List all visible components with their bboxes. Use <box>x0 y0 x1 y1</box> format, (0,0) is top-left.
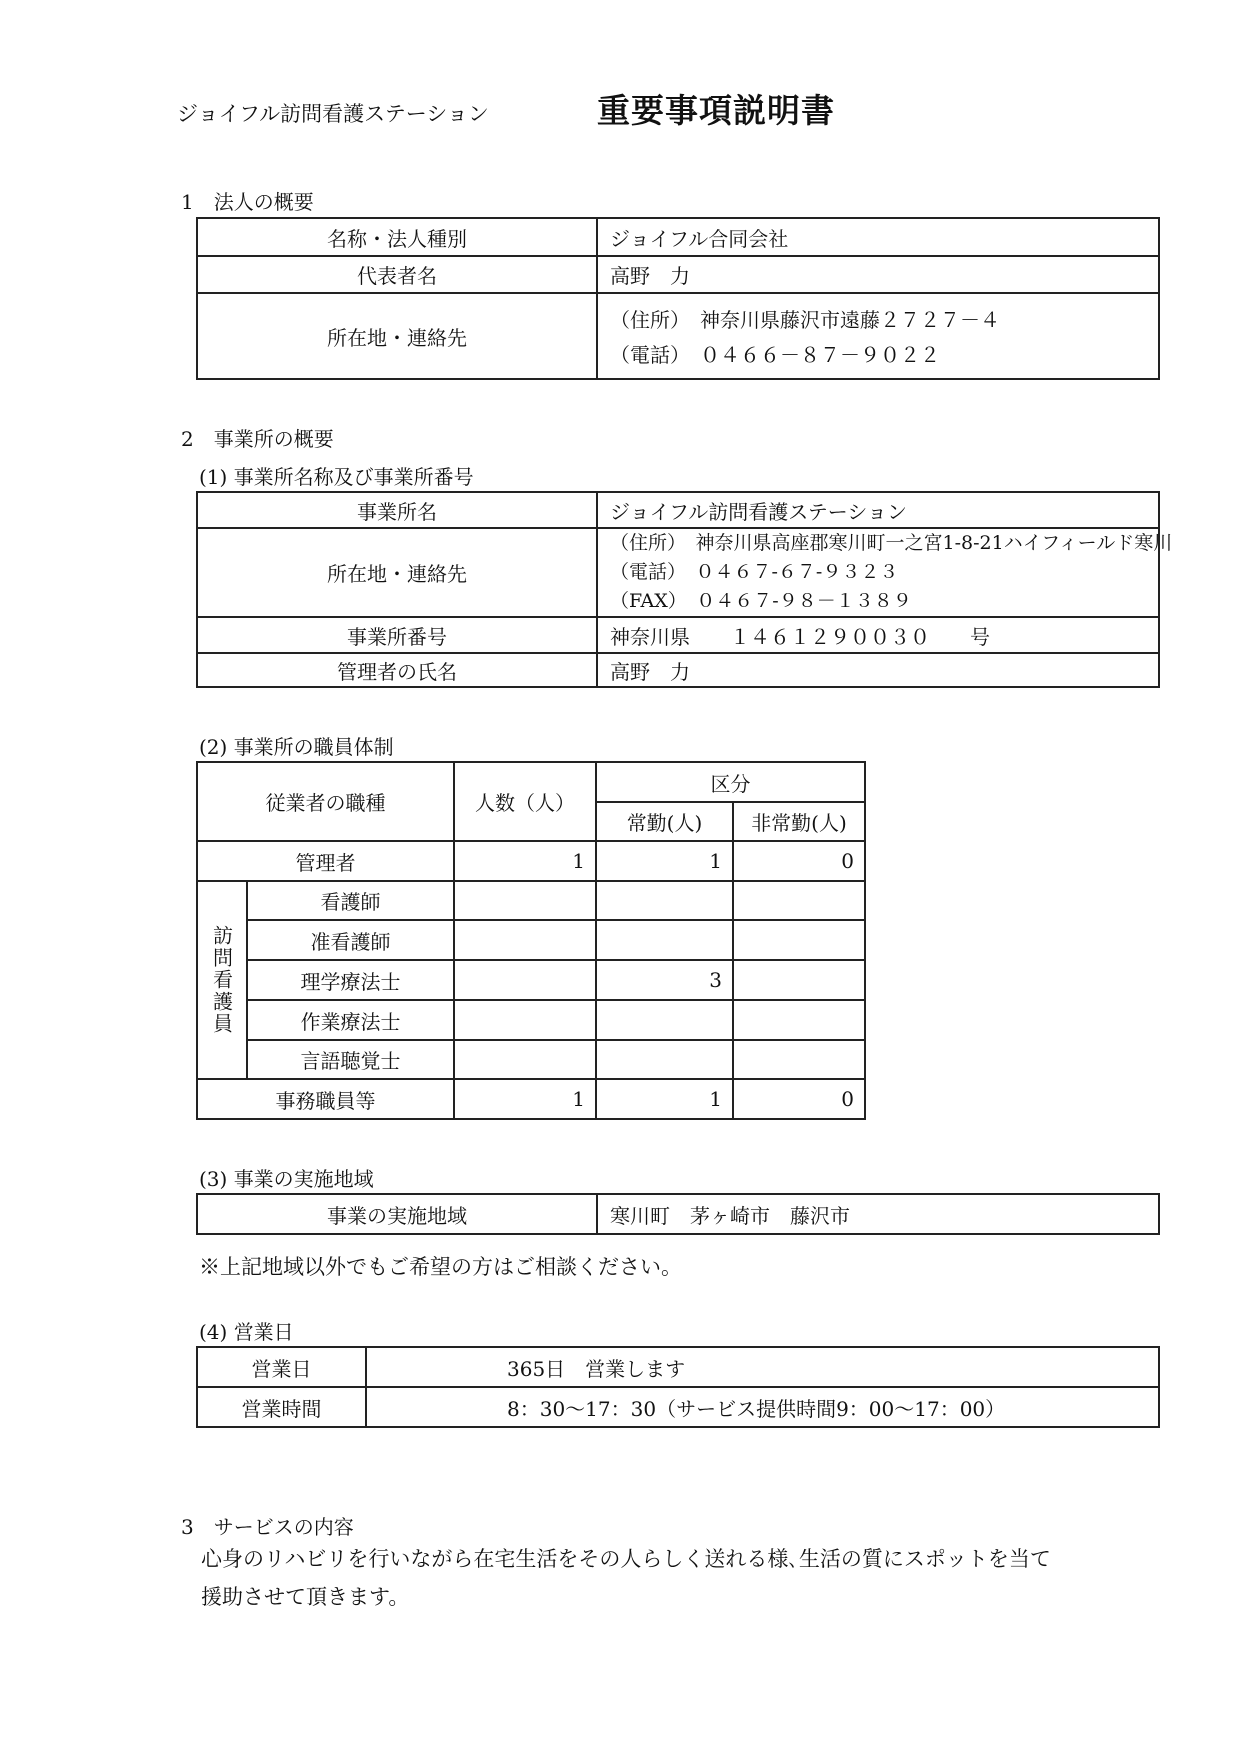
corporation-table <box>196 217 1160 380</box>
corp-location-label: 所在地・連絡先 <box>197 293 597 379</box>
parttime-cell: 0 <box>733 841 865 881</box>
job-cell: 言語聴覚士 <box>247 1040 454 1079</box>
organization-name: ジョイフル訪問看護ステーション <box>177 102 489 126</box>
business-days-label: 営業日 <box>197 1347 366 1387</box>
table-row <box>197 1079 865 1119</box>
job-cell: 理学療法士 <box>247 960 454 1000</box>
office-number-label: 事業所番号 <box>197 617 597 653</box>
service-area-value: 寒川町 茅ヶ崎市 藤沢市 <box>597 1194 1159 1234</box>
office-name-label: 事業所名 <box>197 492 597 528</box>
service-description-line: 援助させて頂きます。 <box>201 1585 410 1609</box>
staff-table <box>196 761 866 1120</box>
section1-heading: 1 法人の概要 <box>181 190 314 214</box>
count-cell <box>454 1000 596 1040</box>
visiting-nurse-group-label <box>197 881 247 1079</box>
col-category-header: 区分 <box>596 762 865 802</box>
table-row <box>197 1000 865 1040</box>
service-description-line: 心身のリハビリを行いながら在宅生活をその人らしく送れる様､生活の質にスポットを当て <box>201 1547 1051 1571</box>
section2-heading: 2 事業所の概要 <box>181 427 334 451</box>
corp-name-value: ジョイフル合同会社 <box>597 218 1159 256</box>
office-name-value: ジョイフル訪問看護ステーション <box>597 492 1159 528</box>
col-fulltime-header: 常勤(人) <box>596 802 733 841</box>
office-fax: （FAX） ０４６７-９８－１３８９ <box>610 590 912 612</box>
group-label-text: 訪問看護員 <box>209 925 234 1035</box>
parttime-cell <box>733 960 865 1000</box>
representative-label: 代表者名 <box>197 256 597 293</box>
business-hours-table <box>196 1346 1160 1428</box>
fulltime-cell: 1 <box>596 1079 733 1119</box>
parttime-cell: 0 <box>733 1079 865 1119</box>
business-days-value: 365日 営業します <box>366 1347 1159 1387</box>
office-location-label: 所在地・連絡先 <box>197 528 597 617</box>
office-table <box>196 491 1173 688</box>
job-cell: 作業療法士 <box>247 1000 454 1040</box>
document-title: 重要事項説明書 <box>597 91 835 130</box>
representative-value: 高野 力 <box>597 256 1159 293</box>
section3-heading: 3 サービスの内容 <box>181 1515 354 1539</box>
office-number-value: 神奈川県 １４６１２９００３０ 号 <box>597 617 1159 653</box>
count-cell: 1 <box>454 1079 596 1119</box>
count-cell <box>454 881 596 920</box>
job-cell: 管理者 <box>197 841 454 881</box>
table-row <box>197 960 865 1000</box>
service-area-note: ※上記地域以外でもご希望の方はご相談ください。 <box>199 1255 682 1279</box>
col-job-header: 従業者の職種 <box>197 762 454 841</box>
count-cell: 1 <box>454 841 596 881</box>
manager-name-label: 管理者の氏名 <box>197 653 597 687</box>
parttime-cell <box>733 920 865 960</box>
service-area-table <box>196 1193 1160 1235</box>
sub4-heading: (4) 営業日 <box>199 1320 294 1344</box>
table-row <box>197 920 865 960</box>
table-row <box>197 841 865 881</box>
parttime-cell <box>733 1000 865 1040</box>
office-phone: （電話） ０４６７-６７-９３２３ <box>610 561 899 583</box>
corp-address: （住所） 神奈川県藤沢市遠藤２７２７－４ <box>610 308 1000 332</box>
table-row <box>197 881 865 920</box>
manager-name-value: 高野 力 <box>597 653 1159 687</box>
parttime-cell <box>733 881 865 920</box>
job-cell: 看護師 <box>247 881 454 920</box>
fulltime-cell: 1 <box>596 841 733 881</box>
business-hours-label: 営業時間 <box>197 1387 366 1427</box>
job-cell: 事務職員等 <box>197 1079 454 1119</box>
fulltime-cell <box>596 1000 733 1040</box>
office-location-value <box>597 528 1173 617</box>
fulltime-cell <box>596 920 733 960</box>
count-cell <box>454 920 596 960</box>
parttime-cell <box>733 1040 865 1079</box>
count-cell <box>454 1040 596 1079</box>
office-address: （住所） 神奈川県高座郡寒川町一之宮1-8-21ハイフィールド寒川 <box>610 532 1173 554</box>
sub1-heading: (1) 事業所名称及び事業所番号 <box>199 465 474 489</box>
count-cell <box>454 960 596 1000</box>
sub3-heading: (3) 事業の実施地域 <box>199 1167 374 1191</box>
job-cell: 准看護師 <box>247 920 454 960</box>
fulltime-cell: 3 <box>596 960 733 1000</box>
corp-name-label: 名称・法人種別 <box>197 218 597 256</box>
sub2-heading: (2) 事業所の職員体制 <box>199 735 394 759</box>
business-hours-value: 8：30～17：30（サービス提供時間9：00～17：00） <box>366 1387 1159 1427</box>
corp-phone: （電話） ０４６６－８７－９０２２ <box>610 343 940 367</box>
col-count-header: 人数（人） <box>454 762 596 841</box>
fulltime-cell <box>596 881 733 920</box>
col-parttime-header: 非常勤(人) <box>733 802 865 841</box>
table-row <box>197 1040 865 1079</box>
service-description <box>201 1540 1051 1616</box>
service-area-label: 事業の実施地域 <box>197 1194 597 1234</box>
fulltime-cell <box>596 1040 733 1079</box>
corp-location-value <box>597 293 1159 379</box>
